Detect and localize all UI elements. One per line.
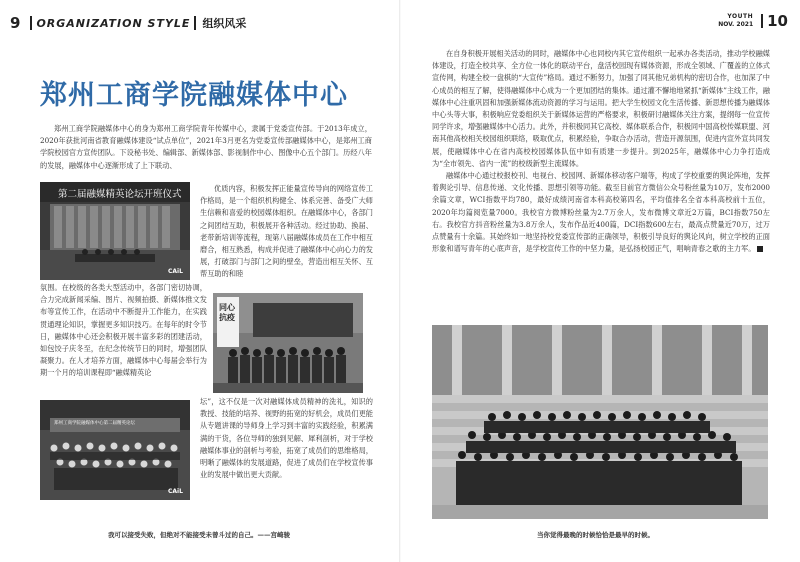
- footer-quote-left: 我可以接受失败，但绝对不能接受未曾斗过的自己。——宫崎骏: [108, 531, 290, 539]
- section-title-cn: 组织风采: [202, 17, 247, 30]
- photo1-logo: CAiL: [168, 268, 183, 275]
- photo-opening-ceremony: [40, 182, 190, 280]
- body-column-2: 坛”，这不仅是一次对融媒体成员精神的洗礼，知识的教授、技能的培养、视野的拓宽的好机会，成员们更能从专题讲课的导师身上学习到丰富的实践经验，积累满满的干货，各位导师的独到见解、犀利剖析，对于学校融媒体事业的剖析与考验，拓宽了成员们的思维格局，明晰了融媒体的发展道路，促进了成员们在学校宣传事业的发展中做出更大贡献。: [200, 397, 373, 480]
- right-paragraph-2-wrap: [432, 170, 770, 255]
- photo-elite-forum: [40, 400, 190, 500]
- right-page-header: [718, 12, 788, 30]
- issue-date: NOV. 2021: [718, 21, 754, 28]
- footer-quote-right: 当你觉得最晚的时候恰恰是最早的时候。: [537, 531, 654, 539]
- photo-group-anti-epidemic: [213, 293, 363, 393]
- photo-group-steps: [432, 325, 768, 519]
- intro-paragraph: 郑州工商学院融媒体中心的身为郑州工商学院青年传媒中心，隶属于党委宣传部。于2013年成立，2020年获批河南省教育融媒体建设“试点单位”，2021年3月更名为党委宣传部融媒体中心，是郑州工商学院校园官方宣传团队。下设秘书处、编辑部、新媒体部、影视制作中心、图像中心五个部门。历经八年的发展，融媒体中心逐渐形成了上下联动、: [40, 124, 372, 170]
- page-gutter: [399, 0, 401, 562]
- photo3-logo: CAiL: [168, 488, 183, 495]
- page-number-right: 10: [767, 12, 788, 30]
- magazine-name: YOUTH: [727, 13, 754, 20]
- section-title-en: ORGANIZATION STYLE: [36, 16, 191, 30]
- photo1-banner-text: 第二届融媒精英论坛开班仪式: [58, 189, 182, 200]
- end-of-article-mark: [757, 246, 763, 252]
- left-page-header: [10, 14, 246, 32]
- article-title: 郑州工商学院融媒体中心: [40, 80, 348, 111]
- body-column-full: 氛围。在校级的各类大型活动中，各部门密切协调，合力完成新闻采编、图片、视频拍摄、新媒体推文发布等宣传工作，在活动中不断提升工作能力，在实践贯通理论知识，掌握更多知识技巧。在每年的时令节日，融媒体中心还会积极开展丰富多彩的团建活动，如包饺子庆冬至，在纪念传统节日的同时，增强团队凝聚力。在人才培养方面，融媒体中心每届会举行为期一个月的培训课程即“融媒精英论: [40, 283, 207, 378]
- header-divider: [194, 16, 196, 30]
- right-page-body: [432, 48, 770, 255]
- photo2-sign-text: 同心 抗疫: [219, 303, 235, 322]
- page-number-left: 9: [10, 14, 21, 32]
- photo3-banner-text: 郑州工商学院融媒体中心第二届精英论坛: [54, 421, 135, 426]
- right-paragraph-1: 在自身积极开展相关活动的同时，融媒体中心也同校内其它宣传组织一起承办各类活动，推动学校融媒体建设，打造全校共享、全方位一体化的联动平台，盘活校园现有媒体资源，形成全领域、广覆盖的立体式宣传网，构建全校一盘棋的“大宣传”格局。通过不断努力，加强了同其他兄弟机构的密切合作，也加深了中心成员的相互了解，使得融媒体中心成为一个更加团结的集体。通过灌不懈地地紧抓“新媒体”主线工作，融媒体中心注重巩固和加强新媒体流动资源的学习与运用。把大学生校园文化生活传播、新思想传播为融媒体中心头等大事，积极响应党委组织关于新媒体运营的严格要求，积极研讨融媒体关注方案，提纲每一位宣传同学许求，增强融媒体中心活力。此外，并积极同其它高校、媒体联系合作，积极同中国高校传媒联盟、河南其他高校相关校园组织联络，吸取优点，积累经验，争取合办活动，营造开源氛围，促进内宣外宣共同发展，使融媒体中心在省内高校校园媒体队伍中如有质建一步提升。到2025年，融媒体中心力争打造成为“全市领先、省内一流”的校级新型主流媒体。: [432, 49, 770, 168]
- issue-meta: [718, 13, 753, 29]
- header-divider: [761, 14, 763, 28]
- body-column-1: 优质内容，积极发挥正能量宣传导向的网络宣传工作格局，是一个组织机构健全、体系完善、备受广大师生信赖和喜爱的校园媒体组织。在融媒体中心，各部门之间团结互助，积极展开各种活动。经过协助、换届、老带新培训等流程，现第八届融媒体成员在工作中相互磨合，相互熟悉，构成并促进了融媒体中心向心力的发展，打破部门与部门之间的壁垒，营造出相互关怀、互帮互助的和睦: [200, 184, 373, 279]
- right-paragraph-2: 融媒体中心通过校报校刊、电视台、校园网、新媒体移动客户端等，构成了学校重要的舆论阵地，发挥着舆论引导、信息传递、文化传播、思想引领等功能。截至目前官方微信公众号粉丝量为10万，发布2000余篇文章，WCI指数平均780，最好成绩河南省本科高校第四名，平均值排名全省本科高校前十五位，2020年均篇阅览量7000。我校官方微博粉丝量为2.7万余人，发布微博文章近2万篇，BCI指数750左右。我校官方抖音粉丝量为3.8万余人，发布作品近400篇，DCI指数600左右，最高点赞量近70万，过万点赞量有十余篇。其始终如一地坚持校党委宣传部的正确领导，积极引导良好的舆论风向，树立学校的正面形象和谱写青年的心底声音，是学校宣传工作的中坚力量，是弘扬校园正气，唱响青春之歌的主力军。: [432, 171, 770, 254]
- header-divider: [30, 16, 32, 30]
